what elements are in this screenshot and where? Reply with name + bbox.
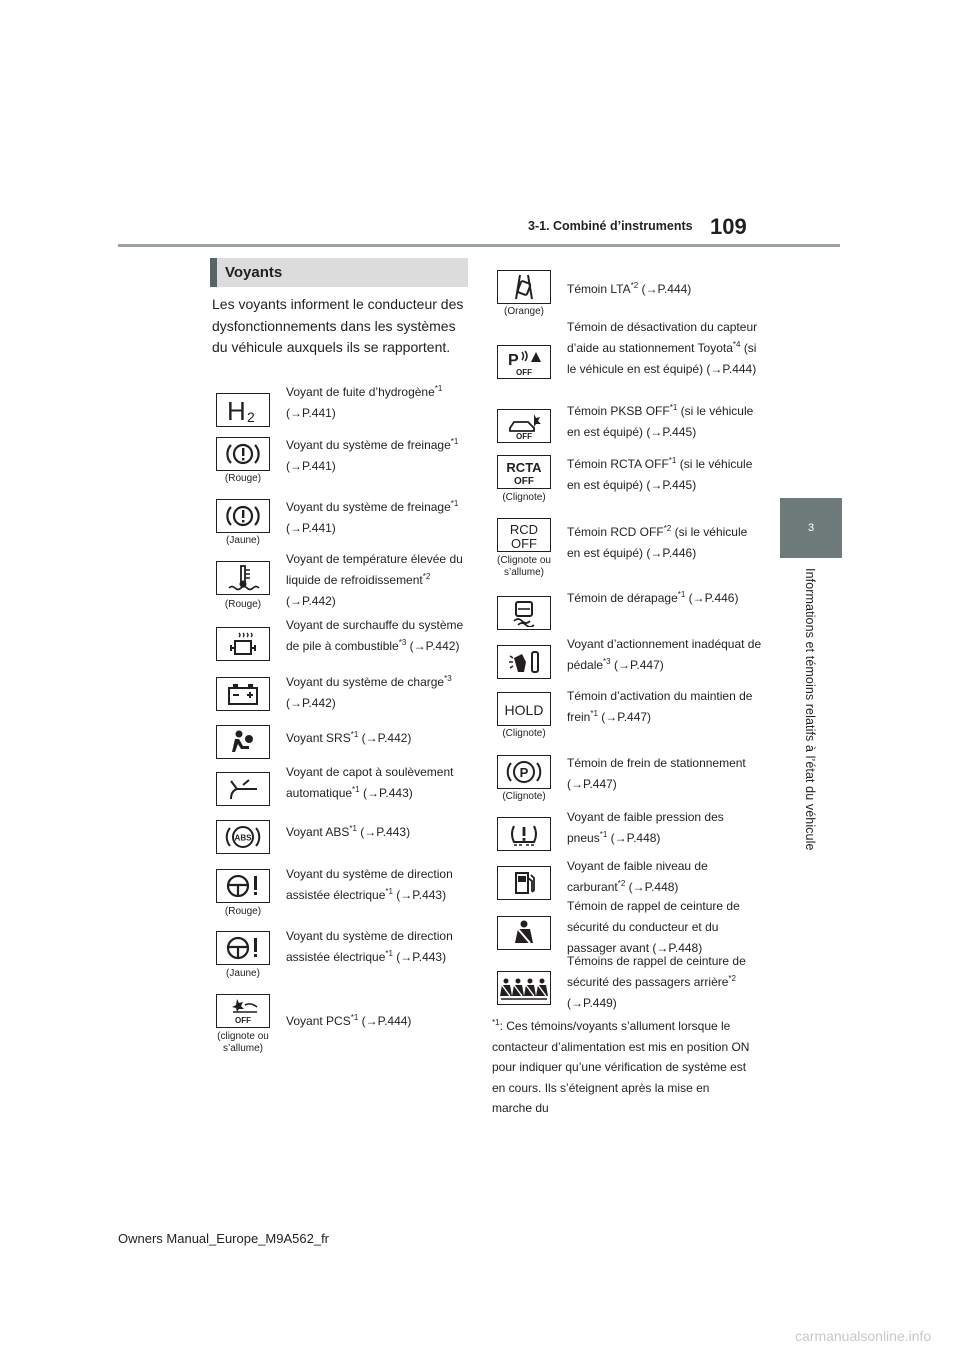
abs-icon bbox=[216, 820, 270, 854]
power-steering-icon bbox=[216, 869, 270, 903]
item-text: Témoin LTA bbox=[567, 282, 631, 296]
rcd-off-icon bbox=[497, 518, 551, 552]
pedal-misoperation-icon bbox=[497, 645, 551, 679]
item-text: Voyant de surchauffe du système de pile à combustible bbox=[286, 618, 464, 653]
lta-icon bbox=[497, 270, 551, 304]
footnote-mark: *1 bbox=[492, 1018, 500, 1027]
pksb-off-icon bbox=[497, 409, 551, 443]
svg-text:OFF: OFF bbox=[511, 536, 537, 549]
h2-icon bbox=[216, 393, 270, 427]
page-reference[interactable]: (→P.449) bbox=[567, 996, 617, 1010]
page-reference[interactable]: (→P.447) bbox=[601, 710, 652, 724]
item-text: Témoin d’activation du maintien de frein bbox=[567, 689, 753, 724]
page-reference[interactable]: (→P.446) bbox=[688, 591, 739, 605]
item-text: Témoin de rappel de ceinture de sécurité du conducteur et du passager avant bbox=[567, 899, 740, 955]
slip-icon bbox=[497, 596, 551, 630]
chapter-number: 3 bbox=[807, 522, 815, 534]
coolant-temperature-icon bbox=[216, 561, 270, 595]
page-reference[interactable]: (→P.444) bbox=[361, 1014, 412, 1028]
svg-text:OFF: OFF bbox=[516, 368, 532, 376]
page-reference[interactable]: (→P.444) bbox=[641, 282, 692, 296]
footer-doc-name: Owners Manual_Europe_M9A562_fr bbox=[118, 1231, 330, 1246]
power-steering-icon bbox=[216, 931, 270, 965]
icon-caption: (Clignote) bbox=[502, 791, 546, 802]
svg-text:OFF: OFF bbox=[514, 476, 534, 486]
svg-text:RCD: RCD bbox=[509, 522, 539, 537]
rear-seat-belt-icon bbox=[497, 971, 551, 1005]
item-text: Voyant du système de direction assistée électrique bbox=[286, 929, 453, 964]
page-reference[interactable]: (→P.448) bbox=[628, 880, 679, 894]
footnote-text: : Ces témoins/voyants s’allument lorsque le contacteur d’alimentation est mis en position ON pour indiquer qu’une vérification de système est en cours. Ils s’éteignent après la mise en marche du bbox=[492, 1019, 750, 1115]
item-text: Voyant d’actionnement inadéquat de pédale bbox=[567, 637, 762, 672]
icon-caption: (Jaune) bbox=[226, 535, 260, 546]
svg-text:OFF: OFF bbox=[235, 1016, 251, 1025]
page-reference[interactable]: (si le véhicule en est équipé) (→P.445) bbox=[567, 457, 753, 492]
svg-text:ABS: ABS bbox=[234, 833, 252, 843]
icon-caption: (clignote ou s’allume) bbox=[217, 1031, 269, 1054]
parking-brake-icon bbox=[497, 755, 551, 789]
item-text: Témoin de frein de stationnement bbox=[567, 756, 746, 770]
footnote bbox=[492, 1016, 752, 1119]
page-number: 109 bbox=[710, 214, 747, 239]
brake-system-icon bbox=[216, 499, 270, 533]
page-reference[interactable]: (→P.441) bbox=[286, 521, 336, 535]
rcta-off-icon bbox=[497, 455, 551, 489]
side-title: Informations et témoins relatifs à l’état du véhicule bbox=[803, 568, 817, 851]
item-text: Voyant de fuite d’hydrogène bbox=[286, 385, 435, 399]
page-reference[interactable]: (→P.441) bbox=[286, 406, 336, 420]
item-text: Voyant ABS bbox=[286, 825, 350, 839]
page-reference[interactable]: (→P.441) bbox=[286, 459, 336, 473]
svg-text:HOLD: HOLD bbox=[504, 702, 544, 718]
icon-caption: (Clignote) bbox=[502, 728, 546, 739]
page-reference[interactable]: (→P.443) bbox=[360, 825, 411, 839]
pcs-off-icon bbox=[216, 994, 270, 1028]
page-reference[interactable]: (si le véhicule en est équipé) (→P.444) bbox=[567, 341, 757, 376]
front-seat-belt-icon bbox=[497, 916, 551, 950]
svg-text:OFF: OFF bbox=[516, 432, 532, 440]
page-reference[interactable]: (→P.443) bbox=[362, 786, 413, 800]
item-text: Voyant SRS bbox=[286, 731, 351, 745]
section-heading: Voyants bbox=[210, 258, 468, 287]
brake-system-icon bbox=[216, 437, 270, 471]
section-intro: Les voyants informent le conducteur des dysfonctionnements dans les systèmes du véhicule auxquels ils se rapportent. bbox=[212, 296, 464, 355]
page-reference[interactable]: (si le véhicule en est équipé) (→P.445) bbox=[567, 404, 754, 439]
item-text: Témoin de désactivation du capteur d’aide au stationnement Toyota bbox=[567, 320, 758, 355]
page-reference[interactable]: (→P.442) bbox=[361, 731, 412, 745]
item-text: Témoin RCD OFF bbox=[567, 525, 664, 539]
page-reference[interactable]: (→P.442) bbox=[286, 594, 336, 608]
brake-hold-icon bbox=[497, 692, 551, 726]
fuel-cell-overheat-icon bbox=[216, 627, 270, 661]
chapter-tab[interactable] bbox=[780, 498, 842, 558]
header-title: 3-1. Combiné d’instruments bbox=[528, 219, 693, 233]
item-text: Témoins de rappel de ceinture de sécurité des passagers arrière bbox=[567, 954, 746, 989]
low-fuel-icon bbox=[497, 866, 551, 900]
parking-sensor-off-icon bbox=[497, 345, 551, 379]
item-text: Voyant de faible niveau de carburant bbox=[567, 859, 708, 894]
icon-caption: (Clignote) bbox=[502, 492, 546, 503]
header-rule bbox=[118, 244, 840, 247]
item-text: Voyant de capot à soulèvement automatique bbox=[286, 765, 454, 800]
svg-text:H: H bbox=[227, 396, 246, 424]
icon-caption: (Orange) bbox=[503, 306, 544, 317]
icon-caption: (Rouge) bbox=[224, 473, 262, 484]
page-reference[interactable]: (→P.443) bbox=[396, 888, 447, 902]
icon-caption: (Clignote ou s’allume) bbox=[497, 555, 551, 578]
page-reference[interactable]: (→P.442) bbox=[286, 696, 336, 710]
svg-text:P: P bbox=[508, 352, 519, 369]
page-reference[interactable]: (→P.448) bbox=[652, 941, 703, 955]
item-text: Voyant de température élevée du liquide de refroidissement bbox=[286, 552, 463, 587]
watermark[interactable]: carmanualsonline.info bbox=[795, 1328, 932, 1344]
icon-caption: (Rouge) bbox=[224, 906, 262, 917]
icon-caption: (Rouge) bbox=[224, 599, 262, 610]
page-reference[interactable]: (→P.447) bbox=[613, 658, 664, 672]
svg-text:2: 2 bbox=[247, 409, 255, 424]
icon-caption: (Jaune) bbox=[226, 968, 260, 979]
srs-airbag-icon bbox=[216, 725, 270, 759]
pop-up-hood-icon bbox=[216, 772, 270, 806]
svg-text:P: P bbox=[519, 765, 529, 780]
page-reference[interactable]: (→P.443) bbox=[396, 950, 447, 964]
battery-icon bbox=[216, 677, 270, 711]
svg-text:RCTA: RCTA bbox=[506, 460, 542, 475]
tire-pressure-icon bbox=[497, 817, 551, 851]
item-text: Voyant du système de charge bbox=[286, 675, 445, 689]
item-text: Témoin PKSB OFF bbox=[567, 404, 670, 418]
item-text: Témoin de dérapage bbox=[567, 591, 678, 605]
page-reference[interactable]: (→P.447) bbox=[567, 777, 617, 791]
item-text: Voyant du système de freinage bbox=[286, 438, 451, 452]
page-reference[interactable]: (→P.442) bbox=[409, 639, 460, 653]
item-text: Témoin RCTA OFF bbox=[567, 457, 669, 471]
item-text: Voyant PCS bbox=[286, 1014, 351, 1028]
page-reference[interactable]: (si le véhicule en est équipé) (→P.446) bbox=[567, 525, 748, 560]
page-reference[interactable]: (→P.448) bbox=[610, 831, 661, 845]
item-text: Voyant du système de direction assistée électrique bbox=[286, 867, 453, 902]
item-text: Voyant de faible pression des pneus bbox=[567, 810, 724, 845]
item-text: Voyant du système de freinage bbox=[286, 500, 451, 514]
